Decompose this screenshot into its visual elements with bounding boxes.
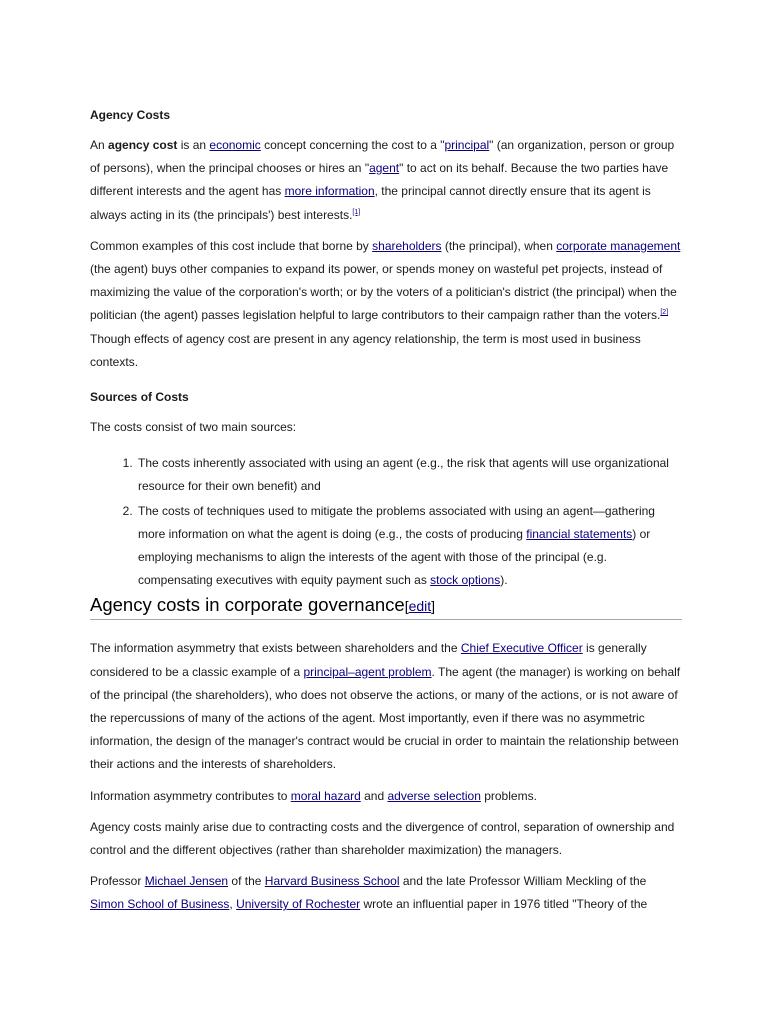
- text: The costs of techniques used to mitigate the problems associated with using an agent—gathering more information on what the agent is doing (e.g., the costs of producing: [138, 503, 655, 541]
- list-item: [136, 500, 682, 593]
- paragraph-moral-hazard: [90, 785, 682, 808]
- article: [90, 106, 682, 925]
- text: An: [90, 138, 109, 152]
- text: (the principal), when: [441, 238, 557, 253]
- text: Common examples of this cost include that borne by: [90, 238, 373, 253]
- bracket: ]: [431, 598, 436, 615]
- text: ,: [229, 897, 237, 912]
- reference-link-1[interactable]: [1]: [352, 208, 361, 216]
- link-moral-hazard[interactable]: moral hazard: [290, 788, 361, 803]
- link-chief-executive-officer[interactable]: Chief Executive Officer: [460, 641, 583, 656]
- text: and the late Professor William Meckling of the: [399, 874, 647, 889]
- section-heading-agency-costs: Agency Costs: [90, 108, 171, 122]
- link-shareholders[interactable]: shareholders: [372, 238, 442, 253]
- paragraph-jensen-meckling: [90, 870, 682, 916]
- bold-term: agency cost: [108, 138, 178, 152]
- link-simon-school-of-business[interactable]: Simon School of Business: [90, 897, 230, 912]
- section-heading-sources-of-costs: Sources of Costs: [90, 390, 189, 405]
- text: wrote an influential paper in 1976 titled "Theory of the: [360, 897, 648, 912]
- link-financial-statements[interactable]: financial statements: [526, 526, 633, 541]
- text: is generally considered to be a classic example of a: [90, 641, 647, 679]
- section-heading-corporate-governance: [90, 593, 682, 620]
- text: and: [360, 788, 388, 803]
- text: (the agent) buys other companies to expand its power, or spends money on wasteful pet projects, instead of maximizing the value of the corporation's worth; or by the voters of a politician's district (the principal) when the politician (the agent) passes legislation helpful to large contributors to their campaign rather than the voters.: [90, 262, 677, 323]
- text: , the principal cannot directly ensure that its agent is always acting in its (the principals') best interests.: [90, 184, 651, 222]
- link-agent[interactable]: agent: [369, 161, 400, 176]
- edit-link[interactable]: edit: [408, 598, 432, 615]
- edit-section: [405, 598, 435, 614]
- text: problems.: [480, 788, 537, 803]
- text: Information asymmetry contributes to: [90, 788, 291, 803]
- list-item: [136, 452, 682, 498]
- link-adverse-selection[interactable]: adverse selection: [387, 788, 481, 803]
- sources-list: [90, 452, 682, 592]
- link-harvard-business-school[interactable]: Harvard Business School: [264, 874, 400, 889]
- paragraph-examples: [90, 235, 682, 374]
- heading-text: Agency costs in corporate governance: [90, 594, 405, 616]
- reference-link-2[interactable]: [2]: [660, 309, 669, 317]
- text: is an: [177, 138, 210, 152]
- text: concept concerning the cost to a ": [260, 138, 445, 152]
- text: The costs inherently associated with using an agent (e.g., the risk that agents will use organizational resource for their own benefit) and: [138, 456, 669, 494]
- link-university-of-rochester[interactable]: University of Rochester: [236, 897, 361, 912]
- paragraph-definition: [90, 134, 682, 227]
- link-economic[interactable]: economic: [209, 138, 261, 152]
- text: The information asymmetry that exists between shareholders and the: [90, 641, 461, 656]
- paragraph-sources-intro: The costs consist of two main sources:: [90, 420, 297, 435]
- link-more-information[interactable]: more information: [284, 184, 375, 199]
- paragraph-information-asymmetry: [90, 637, 682, 776]
- bracket: [: [404, 598, 409, 615]
- text: . The agent (the manager) is working on behalf of the principal (the shareholders), who does not observe the actions, or many of the actions, or is not aware of the repercussions of many of the actions of the agent. Most importantly, even if there was no asymmetric information, the design of the manager's contract would be crucial in order to maintain the relationship between their actions and the interests of shareholders.: [90, 664, 681, 772]
- link-principal[interactable]: principal: [444, 138, 490, 152]
- text: Though effects of agency cost are present in any agency relationship, the term is most used in business contexts.: [90, 331, 641, 369]
- link-corporate-management[interactable]: corporate management: [556, 238, 681, 253]
- text: " (an organization, person or group of persons), when the principal chooses or hires an ": [90, 138, 675, 176]
- text: " to act on its behalf. Because the two parties have different interests and the agent has: [90, 161, 669, 199]
- link-stock-options[interactable]: stock options: [430, 573, 501, 588]
- text: Professor: [90, 874, 145, 889]
- text: of the: [228, 874, 265, 889]
- paragraph-contracting-costs: Agency costs mainly arise due to contracting costs and the divergence of control, separation of ownership and control and the different objectives (rather than shareholder maximization) the managers.: [90, 819, 675, 858]
- link-principal-agent-problem[interactable]: principal–agent problem: [303, 664, 432, 679]
- text: ).: [500, 573, 508, 588]
- link-michael-jensen[interactable]: Michael Jensen: [144, 874, 229, 889]
- text: ) or employing mechanisms to align the interests of the agent with those of the principal (e.g. compensating executives with equity payment such as: [138, 526, 651, 588]
